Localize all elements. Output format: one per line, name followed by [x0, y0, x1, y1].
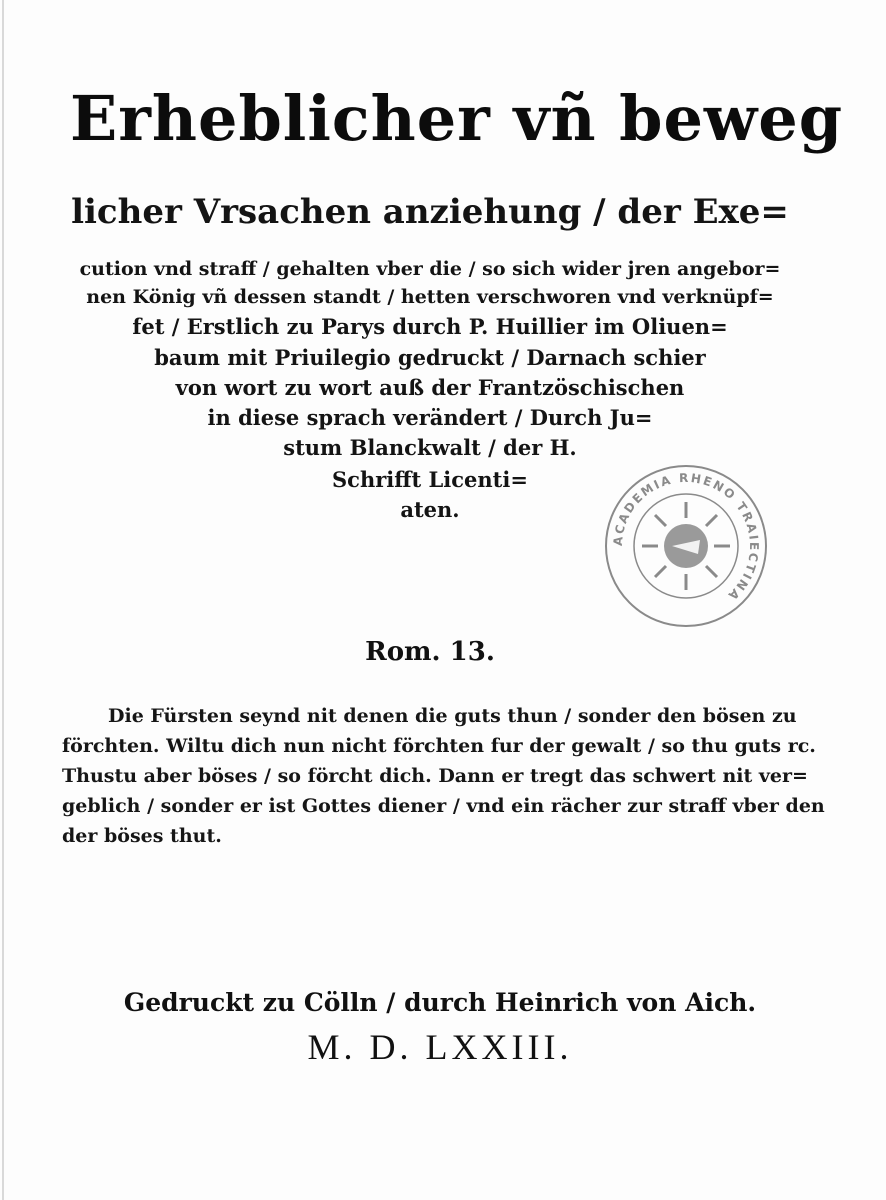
library-stamp — [602, 462, 770, 630]
publication-year: M. D. LXXIII. — [307, 1027, 573, 1067]
title-line-6: von wort zu wort auß der Frantzöschischen — [175, 375, 685, 400]
svg-text:ACADEMIA RHENO TRAIECTINA: ACADEMIA RHENO TRAIECTINA — [610, 470, 762, 604]
quote-line-1: Die Fürsten seynd nit denen die guts thun / sonder den bösen zu — [108, 705, 797, 727]
title-line-3: nen König vñ dessen standt / hetten verschworen vnd verknüpf= — [86, 286, 774, 308]
title-line-1: licher Vrsachen anziehung / der Exe= — [71, 192, 789, 232]
title-line-2: cution vnd straff / gehalten vber die / so sich wider jren angebor= — [79, 258, 781, 280]
quote-line-4: geblich / sonder er ist Gottes diener / vnd ein rächer zur straff vber den — [62, 795, 825, 817]
verse-reference: Rom. 13. — [365, 637, 495, 667]
title-line-4: fet / Erstlich zu Parys durch P. Huillier im Oliuen= — [132, 314, 728, 339]
book-title: Erheblicher vñ beweg — [70, 82, 844, 155]
title-line-10: aten. — [400, 497, 460, 522]
page-edge — [2, 0, 4, 1200]
quote-line-2: förchten. Wiltu dich nun nicht förchten fur der gewalt / so thu guts rc. — [62, 735, 816, 757]
quote-line-3: Thustu aber böses / so förcht dich. Dann er tregt das schwert nit ver= — [62, 765, 808, 787]
printer-imprint: Gedruckt zu Cölln / durch Heinrich von Aich. — [123, 988, 757, 1017]
title-line-9: Schrifft Licenti= — [332, 467, 528, 492]
title-line-7: in diese sprach verändert / Durch Ju= — [207, 405, 653, 430]
title-line-8: stum Blanckwalt / der H. — [283, 435, 577, 460]
title-line-5: baum mit Priuilegio gedruckt / Darnach schier — [154, 345, 706, 370]
quote-line-5: der böses thut. — [62, 825, 222, 847]
